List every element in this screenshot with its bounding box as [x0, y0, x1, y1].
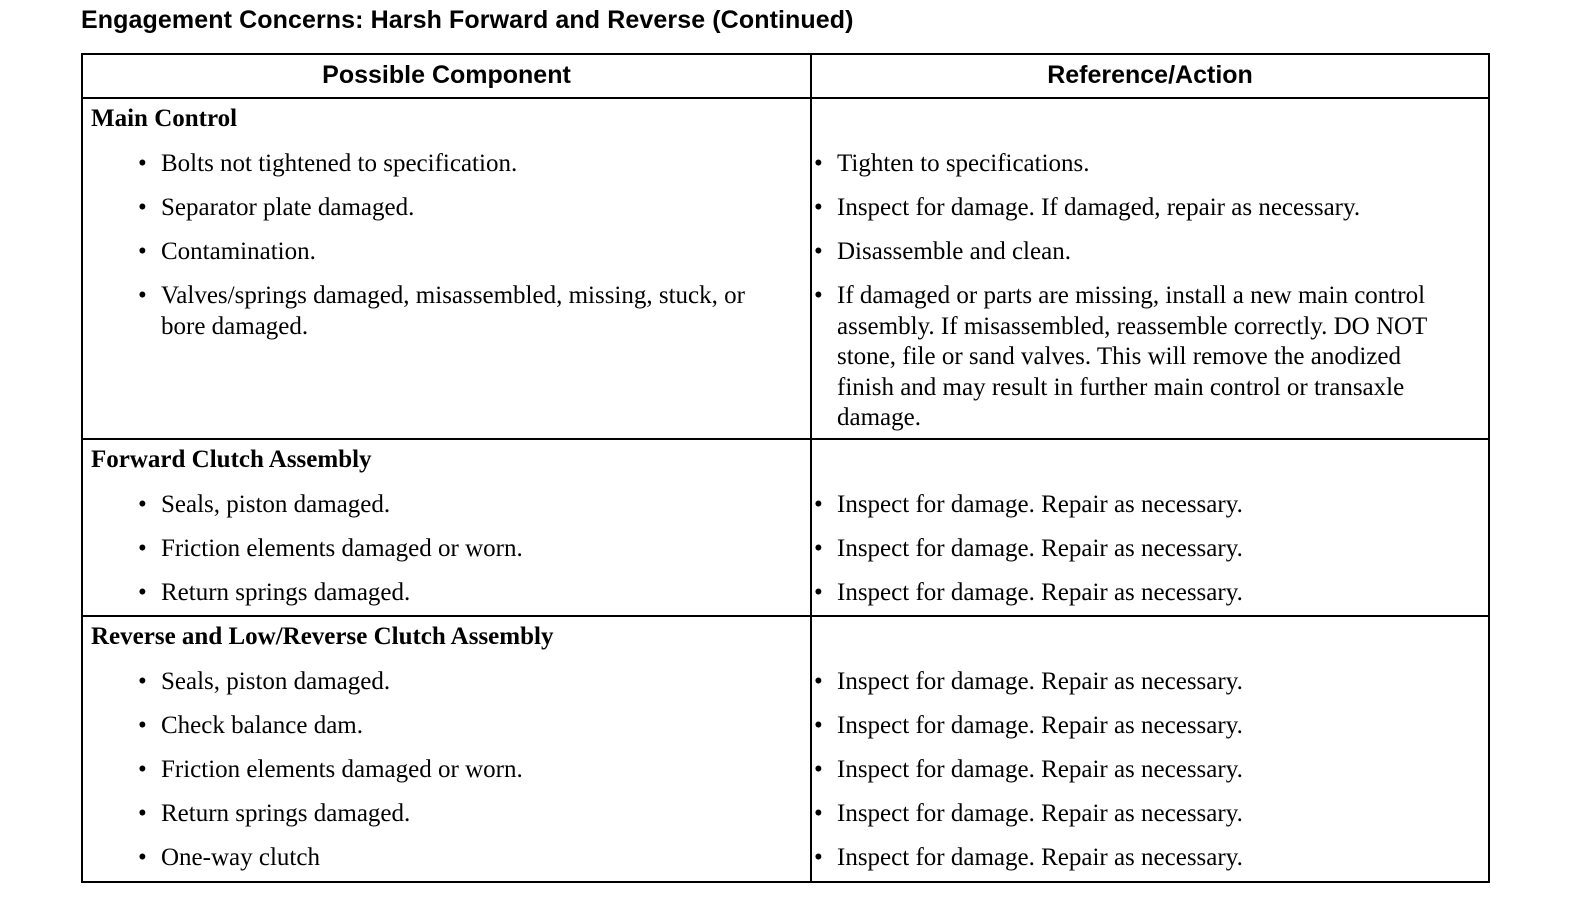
- action-text: Inspect for damage. Repair as necessary.: [837, 712, 1243, 739]
- action-text: Inspect for damage. Repair as necessary.: [837, 579, 1243, 606]
- bullet-icon: •: [814, 756, 823, 783]
- section-title: Forward Clutch Assembly: [91, 446, 372, 473]
- component-text: Seals, piston damaged.: [161, 491, 391, 518]
- column-divider: [810, 55, 812, 881]
- bullet-icon: •: [814, 491, 823, 518]
- component-text: Friction elements damaged or worn.: [161, 535, 523, 562]
- action-text: Inspect for damage. Repair as necessary.: [837, 491, 1243, 518]
- bullet-icon: •: [814, 238, 823, 265]
- component-item: [138, 799, 761, 830]
- component-text: Return springs damaged.: [161, 579, 411, 606]
- column-header-component: Possible Component: [322, 61, 571, 89]
- section-title: Reverse and Low/Reverse Clutch Assembly: [91, 623, 554, 650]
- component-text: One-way clutch: [161, 844, 320, 871]
- bullet-icon: •: [814, 282, 823, 309]
- component-text: Bolts not tightened to specification.: [161, 150, 518, 177]
- section-divider: [83, 438, 1488, 440]
- bullet-icon: •: [138, 150, 147, 177]
- bullet-icon: •: [814, 579, 823, 606]
- action-text: Tighten to specifications.: [837, 150, 1090, 177]
- component-text: Contamination.: [161, 238, 316, 265]
- header-divider: [83, 97, 1488, 99]
- action-item: [814, 149, 1477, 180]
- diagnosis-table: [81, 53, 1490, 883]
- action-item: [814, 667, 1477, 698]
- component-item: [138, 843, 761, 874]
- bullet-icon: •: [138, 238, 147, 265]
- component-text: Return springs damaged.: [161, 800, 411, 827]
- bullet-icon: •: [814, 668, 823, 695]
- action-text: If damaged or parts are missing, install a new main control assembly. If misassembled, reassemble correctly. DO NOT stone, file or sand valves. This will remove the anodized finish and may result in further main control or transaxle damage.: [837, 282, 1427, 431]
- bullet-icon: •: [138, 282, 147, 309]
- bullet-icon: •: [814, 712, 823, 739]
- action-item: [814, 755, 1477, 786]
- action-text: Inspect for damage. Repair as necessary.: [837, 800, 1243, 827]
- bullet-icon: •: [138, 800, 147, 827]
- action-item: [814, 237, 1477, 268]
- action-text: Inspect for damage. Repair as necessary.: [837, 668, 1243, 695]
- action-item: [814, 578, 1477, 609]
- component-text: Seals, piston damaged.: [161, 668, 391, 695]
- action-item: [814, 281, 1452, 434]
- action-text: Inspect for damage. Repair as necessary.: [837, 535, 1243, 562]
- action-text: Inspect for damage. Repair as necessary.: [837, 756, 1243, 783]
- bullet-icon: •: [814, 150, 823, 177]
- action-item: [814, 843, 1477, 874]
- action-text: Inspect for damage. If damaged, repair as necessary.: [837, 194, 1361, 221]
- component-text: Friction elements damaged or worn.: [161, 756, 523, 783]
- component-item: [138, 490, 761, 521]
- page-title: Engagement Concerns: Harsh Forward and Reverse (Continued): [81, 6, 854, 34]
- action-item: [814, 799, 1477, 830]
- component-item: [138, 534, 761, 565]
- section-divider: [83, 615, 1488, 617]
- component-item: [138, 578, 761, 609]
- action-item: [814, 711, 1477, 742]
- bullet-icon: •: [814, 535, 823, 562]
- action-text: Disassemble and clean.: [837, 238, 1071, 265]
- bullet-icon: •: [138, 756, 147, 783]
- bullet-icon: •: [138, 535, 147, 562]
- component-item: [138, 755, 761, 786]
- component-item: [138, 149, 761, 180]
- action-text: Inspect for damage. Repair as necessary.: [837, 844, 1243, 871]
- component-item: [138, 281, 746, 342]
- bullet-icon: •: [138, 712, 147, 739]
- bullet-icon: •: [814, 844, 823, 871]
- bullet-icon: •: [814, 194, 823, 221]
- section-title: Main Control: [91, 105, 238, 132]
- bullet-icon: •: [138, 579, 147, 606]
- component-item: [138, 237, 761, 268]
- component-text: Valves/springs damaged, misassembled, missing, stuck, or bore damaged.: [161, 282, 745, 340]
- action-item: [814, 490, 1477, 521]
- bullet-icon: •: [814, 800, 823, 827]
- action-item: [814, 193, 1477, 224]
- bullet-icon: •: [138, 844, 147, 871]
- action-item: [814, 534, 1477, 565]
- component-item: [138, 711, 761, 742]
- component-item: [138, 193, 761, 224]
- bullet-icon: •: [138, 194, 147, 221]
- component-text: Separator plate damaged.: [161, 194, 415, 221]
- column-header-action: Reference/Action: [1047, 61, 1253, 89]
- component-text: Check balance dam.: [161, 712, 363, 739]
- bullet-icon: •: [138, 668, 147, 695]
- component-item: [138, 667, 761, 698]
- bullet-icon: •: [138, 491, 147, 518]
